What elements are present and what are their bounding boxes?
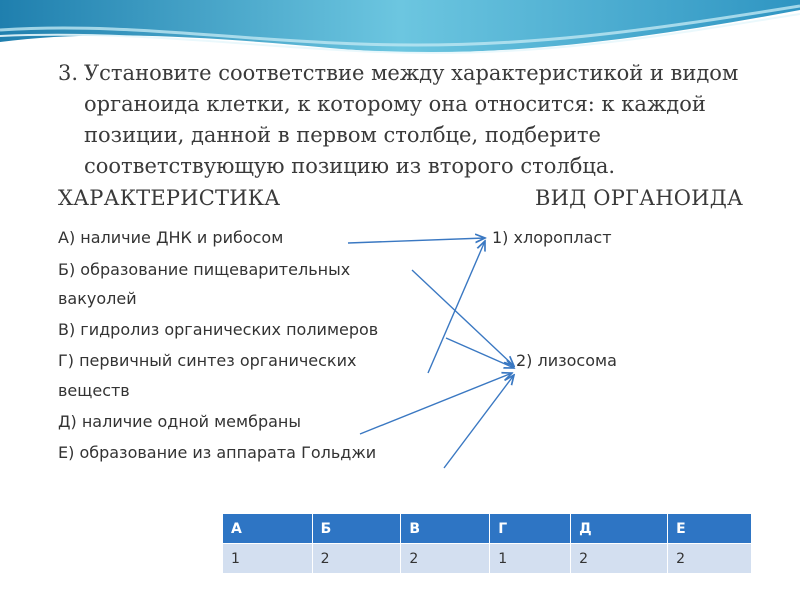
answer-value-g: 1 <box>490 544 571 574</box>
characteristic-v: В) гидролиз органических полимеров <box>58 320 379 339</box>
answer-header-d: Д <box>571 514 668 544</box>
answer-header-g: Г <box>490 514 571 544</box>
column-header-characteristic: ХАРАКТЕРИСТИКА <box>58 186 281 210</box>
arrow-g-to-1 <box>428 241 485 373</box>
characteristic-g: Г) первичный синтез органических <box>58 351 357 370</box>
characteristic-a: А) наличие ДНК и рибосом <box>58 228 284 247</box>
answer-header-a: А <box>223 514 313 544</box>
task-statement <box>58 58 758 182</box>
answer-value-a: 1 <box>223 544 313 574</box>
characteristic-g-cont: веществ <box>58 381 130 400</box>
arrow-b-to-2 <box>412 270 514 366</box>
task-number: 3. <box>58 61 79 85</box>
arrow-d-to-2 <box>360 373 512 434</box>
arrow-e-to-2 <box>444 375 514 468</box>
organelle-chloroplast: 1) хлоропласт <box>492 228 612 247</box>
answer-table-values-row <box>223 544 752 574</box>
answer-header-v: В <box>401 514 490 544</box>
answer-value-b: 2 <box>312 544 401 574</box>
answer-table-header-row <box>223 514 752 544</box>
answer-value-d: 2 <box>571 544 668 574</box>
answer-header-b: Б <box>312 514 401 544</box>
column-header-organelle: ВИД ОРГАНОИДА <box>535 186 744 210</box>
answer-table <box>222 513 752 574</box>
answer-value-e: 2 <box>668 544 752 574</box>
answer-header-e: Е <box>668 514 752 544</box>
characteristic-b-cont: вакуолей <box>58 289 137 308</box>
task-text: Установите соответствие между характеристикой и видом органоида клетки, к которому она относится: к каждой позиции, данной в первом столбце, подберите соответствующую позицию из второго столбца. <box>84 61 739 178</box>
arrow-v-to-2 <box>446 338 514 368</box>
characteristic-d: Д) наличие одной мембраны <box>58 412 301 431</box>
answer-value-v: 2 <box>401 544 490 574</box>
characteristic-e: Е) образование из аппарата Гольджи <box>58 443 377 462</box>
organelle-lysosome: 2) лизосома <box>516 351 617 370</box>
arrow-a-to-1 <box>348 238 485 243</box>
characteristic-b: Б) образование пищеварительных <box>58 260 351 279</box>
